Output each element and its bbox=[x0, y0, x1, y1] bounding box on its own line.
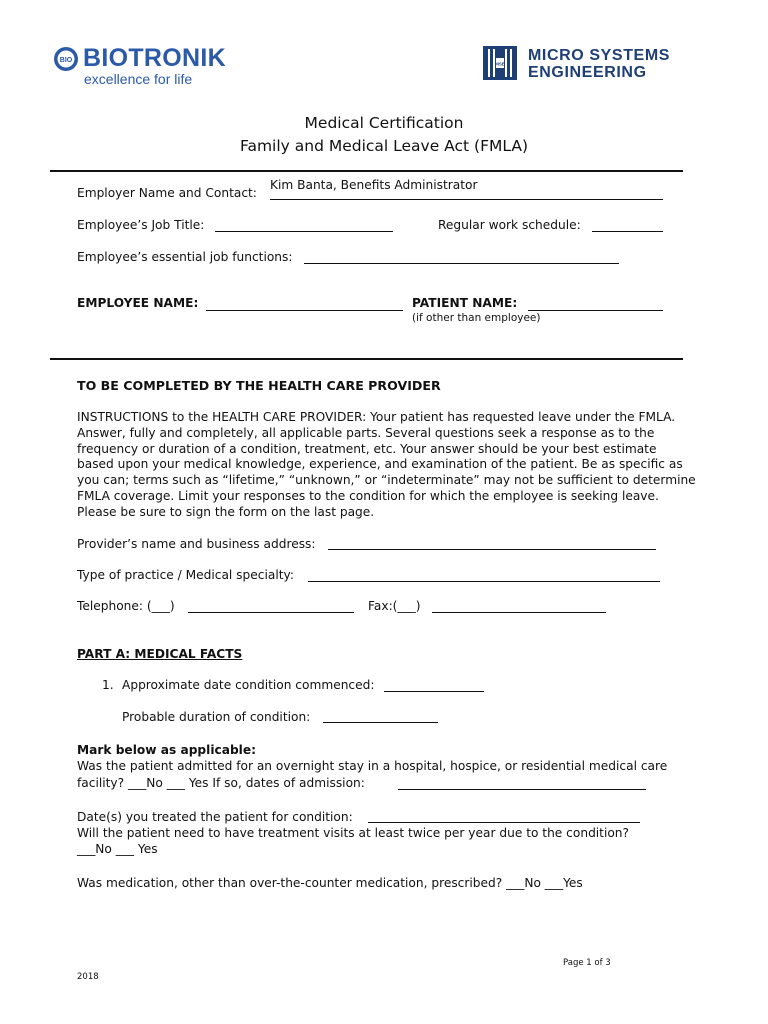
job-title-label: Employee’s Job Title: bbox=[77, 218, 205, 232]
patient-name-line[interactable] bbox=[528, 310, 663, 311]
overnight-question: Was the patient admitted for an overnight stay in a hospital, hospice, or residential medical care bbox=[77, 759, 668, 773]
telephone-line[interactable] bbox=[188, 612, 354, 613]
practice-label: Type of practice / Medical specialty: bbox=[77, 568, 294, 582]
biotronik-mark-text: BIO bbox=[59, 57, 73, 64]
mse-wordmark-line1: MICRO SYSTEMS bbox=[528, 47, 671, 64]
job-functions-line[interactable] bbox=[304, 263, 619, 264]
admission-dates-line[interactable] bbox=[398, 789, 646, 790]
employee-name-label: EMPLOYEE NAME: bbox=[77, 296, 199, 310]
mse-mark-text: MSE bbox=[495, 61, 505, 67]
practice-line[interactable] bbox=[308, 581, 660, 582]
commenced-label: Approximate date condition commenced: bbox=[122, 678, 375, 692]
mse-wordmark bbox=[528, 47, 670, 81]
job-functions-label: Employee’s essential job functions: bbox=[77, 250, 293, 264]
provider-instructions: INSTRUCTIONS to the HEALTH CARE PROVIDER: Your patient has requested leave under the FMLA. Answer, fully and completely, all applicable parts. Several questions seek a response as to the frequency or duration of a condition, treatment, etc. Your answer should be your best estimate based upon your medical knowledge, experience, and examination of the patient. Be as specific as you can; terms such as “lifetime,” “unknown,” or “indeterminate” may not be sufficient to determine FMLA coverage. Limit your responses to the condition for which the employee is seeking leave. Please be sure to sign the form on the last page. bbox=[77, 410, 696, 519]
mse-wordmark-line2: ENGINEERING bbox=[528, 64, 647, 81]
telephone-label: Telephone: (___) bbox=[77, 599, 175, 613]
treated-dates-label: Date(s) you treated the patient for condition: bbox=[77, 810, 353, 824]
employer-contact-label: Employer Name and Contact: bbox=[77, 186, 257, 200]
job-title-line[interactable] bbox=[215, 231, 393, 232]
patient-name-label: PATIENT NAME: bbox=[412, 296, 518, 310]
duration-label: Probable duration of condition: bbox=[122, 710, 311, 724]
overnight-answer[interactable]: facility? ___No ___ Yes If so, dates of admission: bbox=[77, 776, 365, 790]
fax-label: Fax:(___) bbox=[368, 599, 421, 613]
page-number: Page 1 of 3 bbox=[563, 958, 611, 968]
visits-question: Will the patient need to have treatment visits at least twice per year due to the condition? bbox=[77, 826, 630, 840]
work-schedule-label: Regular work schedule: bbox=[438, 218, 581, 232]
provider-heading: TO BE COMPLETED BY THE HEALTH CARE PROVIDER bbox=[77, 378, 441, 393]
employer-contact-line bbox=[270, 199, 663, 200]
part-a-heading: PART A: MEDICAL FACTS bbox=[77, 647, 243, 661]
top-divider bbox=[50, 170, 683, 172]
fax-line[interactable] bbox=[432, 612, 606, 613]
biotronik-logo-icon bbox=[53, 46, 79, 72]
employee-name-line[interactable] bbox=[206, 310, 403, 311]
medication-question[interactable]: Was medication, other than over-the-counter medication, prescribed? ___No ___Yes bbox=[77, 876, 583, 890]
visits-answer[interactable]: ___No ___ Yes bbox=[77, 842, 158, 856]
item1-number: 1. bbox=[102, 678, 114, 692]
biotronik-wordmark: BIOTRONIK bbox=[83, 44, 226, 72]
duration-line[interactable] bbox=[323, 722, 438, 723]
provider-address-label: Provider’s name and business address: bbox=[77, 537, 316, 551]
patient-name-note: (if other than employee) bbox=[412, 312, 541, 324]
commenced-line[interactable] bbox=[384, 691, 484, 692]
mse-logo-icon bbox=[483, 46, 517, 80]
mark-applicable-heading: Mark below as applicable: bbox=[77, 743, 256, 757]
footer-year: 2018 bbox=[77, 972, 99, 982]
treated-dates-line[interactable] bbox=[368, 822, 640, 823]
provider-address-line[interactable] bbox=[328, 549, 656, 550]
form-title: Medical Certification bbox=[304, 114, 464, 132]
section-divider bbox=[50, 358, 683, 360]
work-schedule-line[interactable] bbox=[592, 231, 663, 232]
employer-contact-value[interactable]: Kim Banta, Benefits Administrator bbox=[270, 178, 478, 192]
form-subtitle: Family and Medical Leave Act (FMLA) bbox=[239, 137, 529, 155]
biotronik-tagline: excellence for life bbox=[84, 71, 193, 87]
